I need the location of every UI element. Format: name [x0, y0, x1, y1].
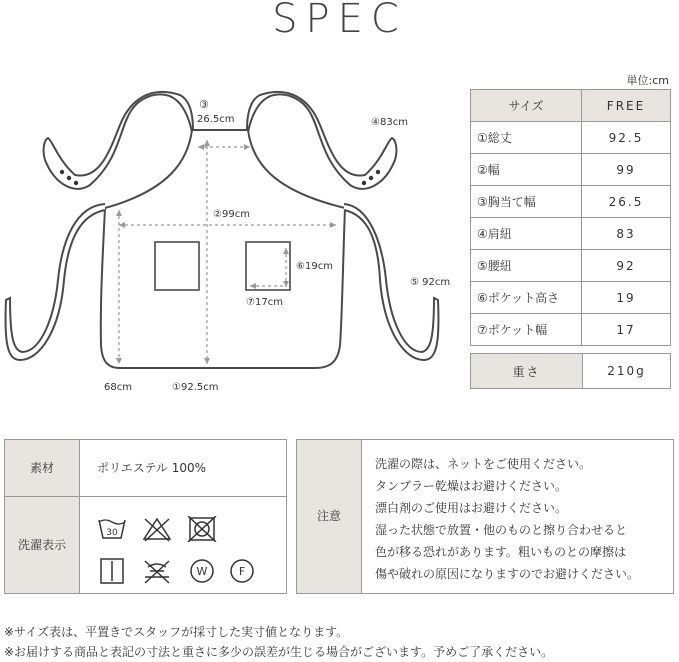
unit-label: 単位:cm [626, 74, 669, 87]
spec-value: 92.5 [582, 122, 671, 154]
table-row [471, 186, 671, 218]
material-label: 素材 [5, 440, 80, 496]
spec-header-value: FREE [582, 90, 671, 122]
note-line: タンブラー乾燥はお避けください。 [375, 479, 568, 493]
spec-value: 17 [582, 314, 671, 346]
table-row [471, 282, 671, 314]
spec-value: 19 [582, 282, 671, 314]
dry-clean-f-icon [227, 557, 257, 585]
footnote: ※お届けする商品と表記の寸法と重さに多少の誤差が生じる場合がございます。予めご了承ください。 [4, 645, 554, 659]
line-dry-icon [97, 557, 127, 585]
spec-table [470, 89, 671, 346]
no-dry-clean-x-icon [142, 557, 172, 585]
weight-value: 210g [583, 354, 671, 389]
svg-text:F: F [238, 565, 246, 578]
material-care-box [4, 439, 287, 594]
svg-text:30: 30 [106, 528, 118, 538]
notes-label: 注意 [297, 440, 362, 593]
table-row [471, 122, 671, 154]
pocket-height-label: ⑥19cm [296, 261, 333, 272]
spec-label: ⑦ポケット幅 [471, 314, 582, 346]
spec-header-label: サイズ [471, 90, 582, 122]
note-line: 湿った状態で放置・他のものと擦り合わせると [375, 523, 628, 537]
no-bleach-icon [142, 516, 172, 542]
table-row [471, 250, 671, 282]
pocket-width-label: ⑦17cm [246, 297, 283, 308]
spec-value: 26.5 [582, 186, 671, 218]
weight-row [471, 354, 671, 389]
spec-header-row [471, 90, 671, 122]
note-line: 洗濯の際は、ネットをご使用ください。 [375, 457, 592, 471]
footnote: ※サイズ表は、平置きでスタッフが採寸した実寸値となります。 [4, 625, 349, 639]
spec-label: ④肩紐 [471, 218, 582, 250]
svg-text:W: W [196, 565, 208, 578]
wet-clean-w-icon [187, 557, 217, 585]
spec-value: 92 [582, 250, 671, 282]
spec-value: 83 [582, 218, 671, 250]
care-label: 洗濯表示 [5, 497, 80, 593]
side-length-label: 68cm [104, 382, 132, 393]
table-row [471, 314, 671, 346]
apron-diagram [0, 0, 460, 400]
note-line: 漂白剤のご使用はお避けください。 [375, 501, 568, 515]
spec-label: ③胸当て幅 [471, 186, 582, 218]
shoulder-strap-label: ④83cm [371, 117, 408, 128]
table-row [471, 154, 671, 186]
spec-value: 99 [582, 154, 671, 186]
wash-30-icon [97, 516, 127, 542]
page-title: SPEC [272, 0, 407, 42]
material-value: ポリエステル 100% [97, 461, 207, 475]
no-tumble-dry-icon [187, 516, 217, 542]
notes-box [296, 439, 674, 594]
notes-text [375, 453, 639, 585]
chest-width-label: 26.5cm [197, 114, 235, 125]
spec-label: ②幅 [471, 154, 582, 186]
weight-table [470, 353, 671, 389]
weight-label: 重さ [471, 354, 583, 389]
table-row [471, 218, 671, 250]
spec-label: ①総丈 [471, 122, 582, 154]
chest-number-label: ③ [199, 98, 209, 111]
spec-label: ⑤腰紐 [471, 250, 582, 282]
waist-tie-label: ⑤ 92cm [410, 277, 451, 288]
total-length-label: ①92.5cm [172, 382, 219, 393]
note-line: 色が移る恐れがあります。粗いものとの摩擦は [375, 545, 627, 559]
spec-label: ⑥ポケット高さ [471, 282, 582, 314]
width-label: ②99cm [213, 209, 250, 220]
note-line: 傷や破れの原因になりますのでお避けください。 [375, 567, 640, 581]
